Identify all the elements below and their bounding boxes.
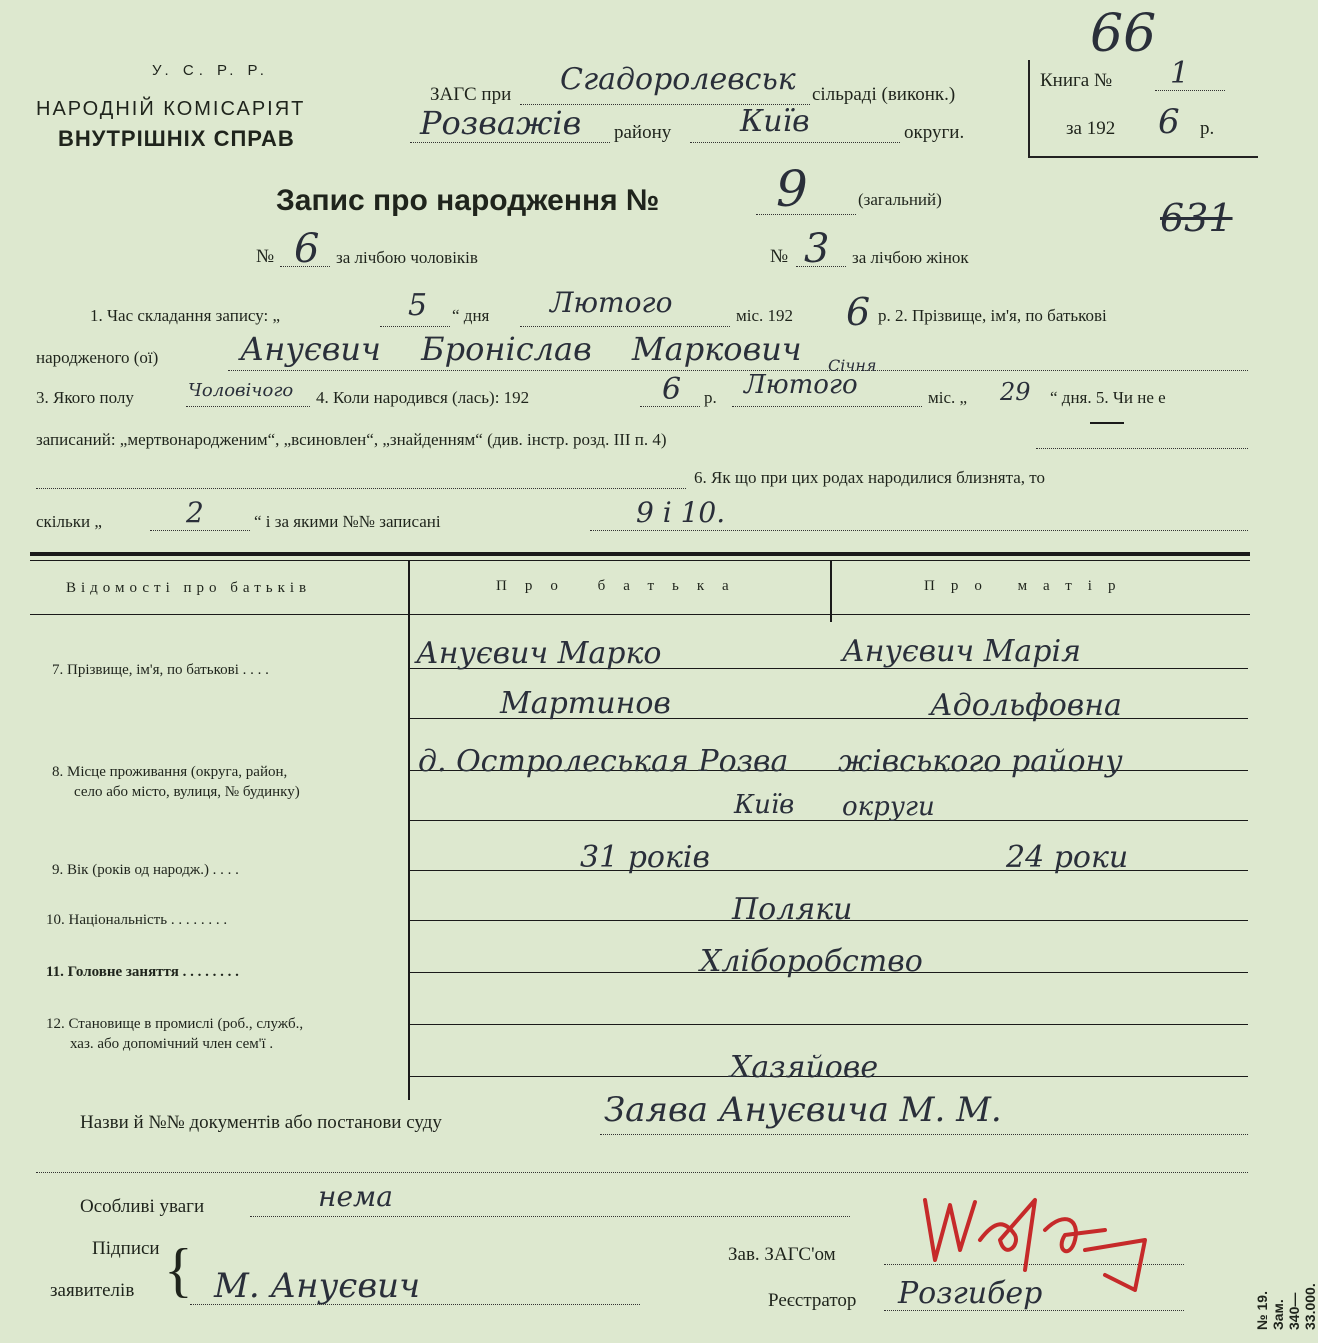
okruha-label: округи. [904, 122, 965, 143]
father-addr-2: Київ [734, 790, 795, 820]
row-label-name: 7. Прізвище, ім'я, по батькові . . . . [52, 662, 269, 678]
birth-year: 6 [662, 372, 682, 407]
docs-value: Заява Ануєвича М. М. [604, 1090, 1002, 1130]
docs-line-2 [36, 1172, 1248, 1173]
men-label: за лічбою чоловіків [336, 248, 478, 267]
father-name-1: Ануєвич Марко [416, 636, 662, 671]
record-number: 9 [776, 160, 808, 218]
birth-when-label: 4. Коли народився (лась): 192 [316, 388, 530, 407]
book-year-suffix: р. [1200, 118, 1215, 139]
record-day-line [380, 326, 450, 327]
status-answer-dash [1090, 422, 1124, 424]
status-answer-line [1036, 448, 1248, 449]
okruha-line [690, 142, 900, 143]
row-label-occupation: 11. Головне заняття . . . . . . . . [46, 964, 239, 980]
birth-year-line [640, 406, 700, 407]
book-value: 1 [1170, 56, 1190, 91]
record-month-suffix: міс. 192 [736, 306, 794, 325]
district-value: Розважів [420, 104, 582, 142]
row-label-position-2: хаз. або допомічний член сем'ї . [70, 1036, 274, 1052]
occupation-value: Хліборобство [700, 944, 923, 979]
signature-line [190, 1304, 640, 1305]
table-col2-header: Про батька [496, 578, 747, 594]
docs-line [600, 1134, 1248, 1135]
row-label-residence-1: 8. Місце проживання (округа, район, [52, 764, 288, 780]
mother-addr-2: округи [842, 792, 935, 822]
table-col1-header: Відомості про батьків [66, 580, 312, 596]
notes-line [250, 1216, 850, 1217]
signatures-label-1: Підписи [92, 1238, 160, 1259]
born-name-line [228, 370, 1248, 371]
father-addr-1: д. Остролеськая Розва [418, 744, 789, 779]
mother-addr-1: жівського району [838, 744, 1123, 779]
born-label: народженого (ої) [36, 348, 159, 367]
birth-day-suffix: “ дня. 5. Чи не е [1050, 388, 1166, 407]
registrar-line [884, 1310, 1184, 1311]
mother-name-1: Ануєвич Марія [842, 634, 1081, 669]
birth-day: 29 [1000, 378, 1031, 406]
record-general: (загальний) [858, 190, 942, 209]
sex-line [186, 406, 310, 407]
position-value: Хазяйове [730, 1050, 879, 1085]
row-label-residence-2: село або місто, вулиця, № будинку) [74, 784, 300, 800]
record-year: 6 [846, 290, 871, 334]
record-number-line [756, 214, 856, 215]
signature-value: М. Ануєвич [214, 1266, 421, 1306]
status-question: записаний: „мертвонародженим“, „всиновлен“, „знайденням“ (див. інстр. розд. III п. 4) [36, 430, 667, 449]
twins-count-value: 2 [186, 496, 204, 529]
born-name-value: Ануєвич Броніслав Маркович [240, 330, 802, 368]
district-label: району [614, 122, 672, 143]
status-answer-line-2 [36, 488, 686, 489]
birth-month-note: Січня [828, 356, 877, 375]
crossed-number: 631 [1160, 196, 1233, 240]
sex-label: 3. Якого полу [36, 388, 134, 407]
table-header-rule [30, 614, 1250, 615]
birth-year-suffix: р. [704, 388, 717, 407]
red-signature-icon [905, 1180, 1165, 1300]
notes-value: нема [318, 1180, 393, 1213]
commissariat-line2: ВНУТРІШНІХ СПРАВ [58, 126, 295, 151]
women-value: 3 [804, 226, 830, 272]
zags-village-value: Сгадоролевськ [560, 62, 796, 97]
commissariat-line1: НАРОДНІЙ КОМІСАРІЯТ [36, 98, 306, 120]
record-day-suffix: “ дня [452, 306, 490, 325]
twins-numbers-line [590, 530, 1248, 531]
book-year-prefix: за 192 [1066, 118, 1116, 139]
table-col-divider-1 [408, 560, 410, 1100]
side-print: № 19. Зам. 340—33.000. [1254, 1283, 1318, 1330]
district-line [410, 142, 610, 143]
record-month: Лютого [550, 286, 673, 319]
men-line [280, 266, 330, 267]
table-rule-line [410, 1024, 1248, 1025]
table-top-rule [30, 552, 1250, 556]
sex-value: Чоловічого [188, 380, 294, 401]
birth-month-suffix: міс. „ [928, 388, 968, 407]
birth-month: Лютого [744, 370, 858, 400]
zags-suffix: сільраді (виконк.) [812, 84, 956, 105]
women-line [796, 266, 846, 267]
birth-month-line [732, 406, 922, 407]
book-label: Книга № [1040, 70, 1113, 91]
twins-count-label: скільки „ [36, 512, 102, 531]
zags-prefix: ЗАГС при [430, 84, 512, 105]
father-name-2: Мартинов [500, 686, 671, 721]
record-day: 5 [408, 288, 428, 323]
women-prefix: № [770, 246, 789, 267]
row-label-age: 9. Вік (років од народж.) . . . . [52, 862, 239, 878]
record-title: Запис про народження № [276, 184, 660, 217]
men-prefix: № [256, 246, 275, 267]
book-year-value: 6 [1158, 102, 1180, 142]
men-value: 6 [294, 226, 320, 272]
table-top-rule-thin [30, 560, 1250, 561]
registrar-value: Розгибер [898, 1276, 1043, 1311]
record-month-line [520, 326, 730, 327]
signatures-brace: { [164, 1237, 193, 1303]
twins-numbers-label: “ і за якими №№ записані [254, 512, 441, 531]
twins-count-line [150, 530, 250, 531]
book-handwritten-number: 66 [1090, 4, 1157, 64]
registrar-label: Реєстратор [768, 1290, 857, 1311]
mother-name-2: Адольфовна [930, 688, 1122, 723]
father-age: 31 років [580, 840, 710, 875]
docs-label: Назви й №№ документів або постанови суду [80, 1112, 442, 1133]
table-rule-line [410, 820, 1248, 821]
book-value-line [1155, 90, 1225, 91]
women-label: за лічбою жінок [852, 248, 969, 267]
time-of-record-label: 1. Час складання запису: „ [90, 306, 281, 325]
signatures-label-2: заявителів [50, 1280, 135, 1301]
row-label-nationality: 10. Національність . . . . . . . . [46, 912, 228, 928]
okruha-value: Київ [740, 104, 810, 139]
row-label-position-1: 12. Становище в промислі (роб., служб., [46, 1016, 304, 1032]
twins-numbers-value: 9 і 10. [636, 496, 726, 529]
twins-question: 6. Як що при цих родах народилися близнята, то [694, 468, 1045, 487]
head-label: Зав. ЗАГС'ом [728, 1244, 836, 1265]
mother-age: 24 роки [1006, 840, 1129, 875]
table-col-divider-2 [830, 560, 832, 622]
notes-label: Особливі уваги [80, 1196, 205, 1217]
record-year-suffix: р. 2. Прізвище, ім'я, по батькові [878, 306, 1107, 325]
nationality-value: Поляки [732, 892, 853, 927]
republic-label: У. С. Р. Р. [152, 62, 269, 79]
table-col3-header: Про матір [924, 578, 1132, 594]
